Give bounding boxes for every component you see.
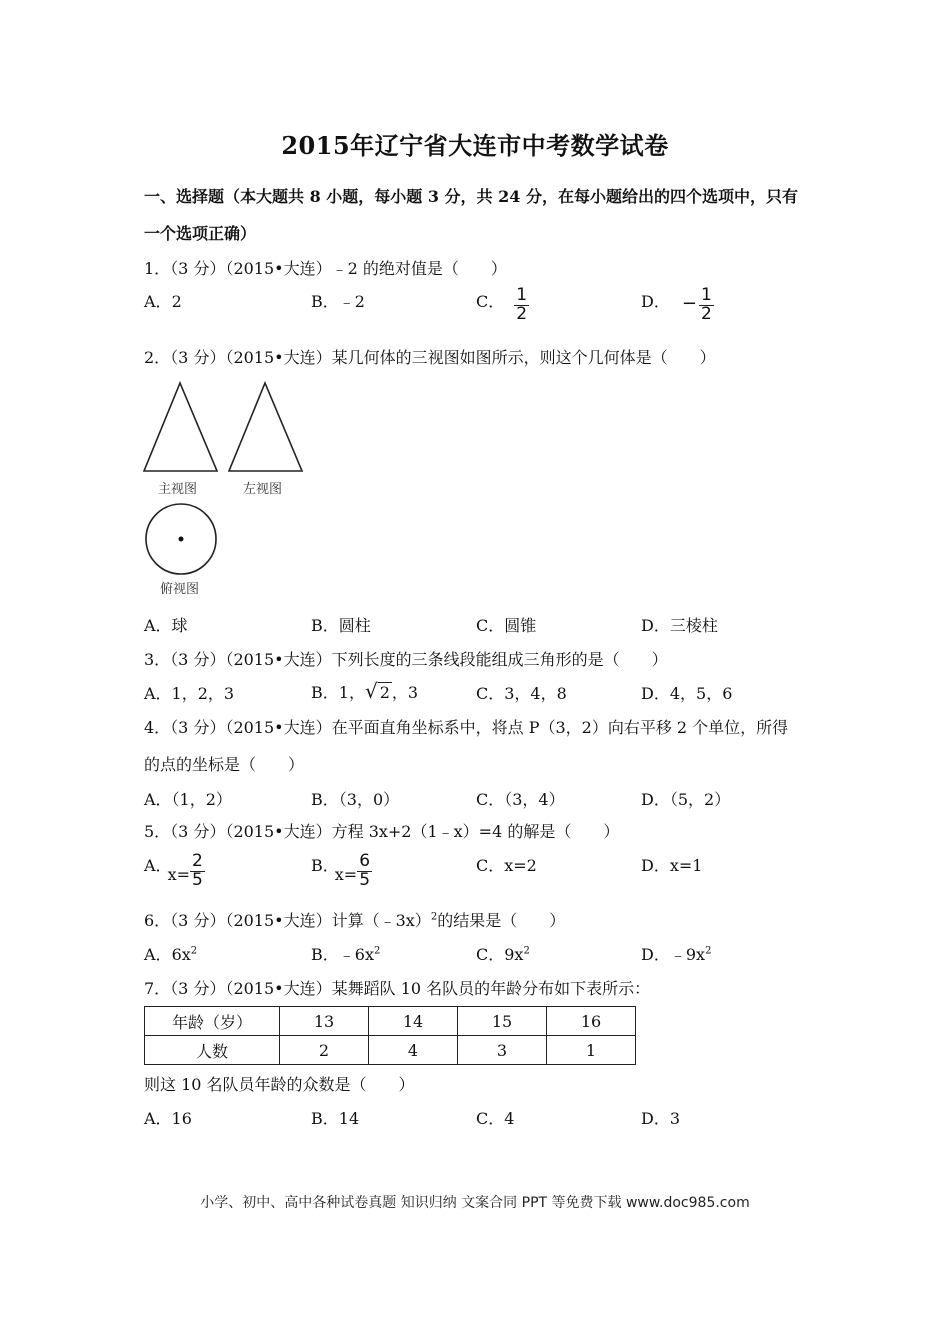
q7-option-a: A．16	[144, 1109, 192, 1128]
q2-option-c: C．圆锥	[476, 616, 537, 635]
q3-option-d: D．4，5，6	[641, 684, 733, 703]
sqrt-icon: √	[364, 679, 378, 703]
left-view-label: 左视图	[243, 482, 283, 497]
q6-option-b	[311, 942, 380, 965]
question-6-stem	[144, 908, 565, 931]
q6-option-a-value: 6x	[171, 945, 191, 964]
section-heading-line2: 一个选项正确）	[144, 224, 257, 243]
fraction-denominator: 5	[359, 869, 371, 890]
sqrt-radicand: 2	[379, 683, 390, 702]
question-7-stem-line2: 则这 10 名队员年龄的众数是（ ）	[144, 1075, 415, 1094]
q6-option-b-label: B．	[311, 945, 339, 964]
q1-option-c	[476, 285, 529, 324]
q5-option-a-label: A．	[144, 856, 172, 875]
q6-option-d-exponent: 2	[705, 945, 712, 957]
question-3-stem: 3．（3 分）（2015•大连）下列长度的三条线段能组成三角形的是（ ）	[144, 650, 668, 669]
q5-option-a-fraction	[190, 853, 205, 890]
q1-option-b-label: B．	[311, 292, 339, 311]
q1-option-d	[641, 285, 714, 324]
fraction-numerator: 1	[700, 285, 712, 305]
q1-option-a-value: 2	[171, 292, 182, 311]
q5-option-b-prefix: x=	[334, 865, 358, 884]
q6-option-b-exponent: 2	[373, 945, 381, 957]
q1-option-d-label: D．	[641, 292, 670, 311]
table-row	[145, 1036, 636, 1065]
q6-option-a	[144, 942, 197, 965]
front-view-label: 主视图	[158, 482, 198, 497]
q2-option-a: A．球	[144, 616, 188, 635]
q5-option-c: C．x=2	[476, 856, 537, 875]
q2-option-b: B．圆柱	[311, 616, 371, 635]
q4-option-c: C．（3，4）	[476, 790, 565, 809]
q1-option-b	[311, 289, 365, 312]
q5-option-b-fraction	[357, 853, 372, 890]
q1-option-a-label: A．	[144, 292, 172, 311]
q6-stem-text: 6．（3 分）（2015•大连）计算（﹣3x）	[144, 911, 431, 930]
fraction-numerator: 1	[516, 285, 528, 305]
q1-option-c-fraction	[514, 287, 529, 324]
table-cell: 1	[547, 1036, 636, 1065]
q3-option-a: A．1，2，3	[144, 684, 235, 703]
q6-option-d	[641, 942, 711, 965]
q2-option-d: D．三棱柱	[641, 616, 718, 635]
question-4-stem-line2: 的点的坐标是（ ）	[144, 755, 305, 774]
question-5-stem: 5．（3 分）（2015•大连）方程 3x+2（1﹣x）=4 的解是（ ）	[144, 822, 620, 841]
left-view-triangle	[229, 383, 302, 471]
q6-option-a-exponent: 2	[190, 945, 198, 957]
q4-option-d: D．（5，2）	[641, 790, 731, 809]
q6-option-a-label: A．	[144, 945, 172, 964]
q5-option-a-prefix: x=	[167, 865, 190, 884]
q3-option-b-suffix: ，3	[391, 683, 419, 702]
fraction-denominator: 5	[192, 869, 203, 890]
q6-option-d-label: D．	[641, 945, 670, 964]
q1-option-b-value: ﹣2	[338, 292, 365, 311]
table-cell: 16	[547, 1007, 636, 1036]
q5-option-d: D．x=1	[641, 856, 703, 875]
negative-sign: −	[681, 293, 697, 314]
q3-option-b	[311, 679, 418, 703]
table-cell: 4	[369, 1036, 458, 1065]
q7-option-d: D．3	[641, 1109, 681, 1128]
page-footer: 小学、初中、高中各种试卷真题 知识归纳 文案合同 PPT 等免费下载 www.doc985.com	[200, 1195, 750, 1211]
age-distribution-table	[144, 1006, 636, 1065]
q3-option-b-prefix: 1，	[338, 683, 365, 702]
fraction-denominator: 2	[516, 303, 528, 324]
question-2-stem: 2．（3 分）（2015•大连）某几何体的三视图如图所示，则这个几何体是（ ）	[144, 348, 716, 367]
q1-option-d-fraction	[699, 287, 714, 324]
top-view-center-dot	[179, 537, 184, 542]
q4-option-a: A．（1，2）	[144, 790, 232, 809]
front-view-triangle	[144, 383, 217, 471]
q5-option-a	[144, 853, 205, 890]
table-cell: 14	[369, 1007, 458, 1036]
q1-option-c-label: C．	[476, 292, 505, 311]
q4-option-b: B．（3，0）	[311, 790, 400, 809]
q6-option-c-exponent: 2	[523, 945, 530, 957]
q6-option-c	[476, 942, 530, 965]
section-heading-line1: 一、选择题（本大题共 8 小题，每小题 3 分，共 24 分，在每小题给出的四个选项中，只有	[144, 187, 798, 206]
table-cell: 15	[458, 1007, 547, 1036]
fraction-numerator: 2	[192, 851, 203, 871]
q7-option-b: B．14	[311, 1109, 360, 1128]
fraction-denominator: 2	[700, 303, 712, 324]
table-cell: 13	[280, 1007, 369, 1036]
q7-option-c: C．4	[476, 1109, 515, 1128]
question-1-stem: 1．（3 分）（2015•大连）﹣2 的绝对值是（ ）	[144, 259, 507, 278]
table-cell: 3	[458, 1036, 547, 1065]
q6-option-b-value: ﹣6x	[338, 945, 374, 964]
q6-stem-exponent: 2	[430, 911, 438, 923]
q6-stem-tail: 的结果是（ ）	[437, 911, 566, 930]
question-4-stem-line1: 4．（3 分）（2015•大连）在平面直角坐标系中，将点 P（3，2）向右平移 2 个单位，所得	[144, 718, 789, 737]
table-cell: 人数	[145, 1036, 280, 1065]
q1-option-a	[144, 289, 182, 312]
page-title: 2015年辽宁省大连市中考数学试卷	[281, 131, 669, 160]
table-row	[145, 1007, 636, 1036]
question-7-stem: 7．（3 分）（2015•大连）某舞蹈队 10 名队员的年龄分布如下表所示：	[144, 979, 651, 998]
q6-option-c-value: 9x	[504, 945, 524, 964]
q6-option-d-value: ﹣9x	[669, 945, 706, 964]
q5-option-b	[311, 853, 372, 890]
q5-option-b-label: B．	[311, 856, 339, 875]
q3-option-c: C．3，4，8	[476, 684, 567, 703]
table-cell: 年龄（岁）	[145, 1007, 280, 1036]
fraction-numerator: 6	[359, 851, 371, 871]
top-view-label: 俯视图	[160, 582, 200, 597]
table-cell: 2	[280, 1036, 369, 1065]
q6-option-c-label: C．	[476, 945, 505, 964]
q3-option-b-label: B．	[311, 683, 339, 702]
